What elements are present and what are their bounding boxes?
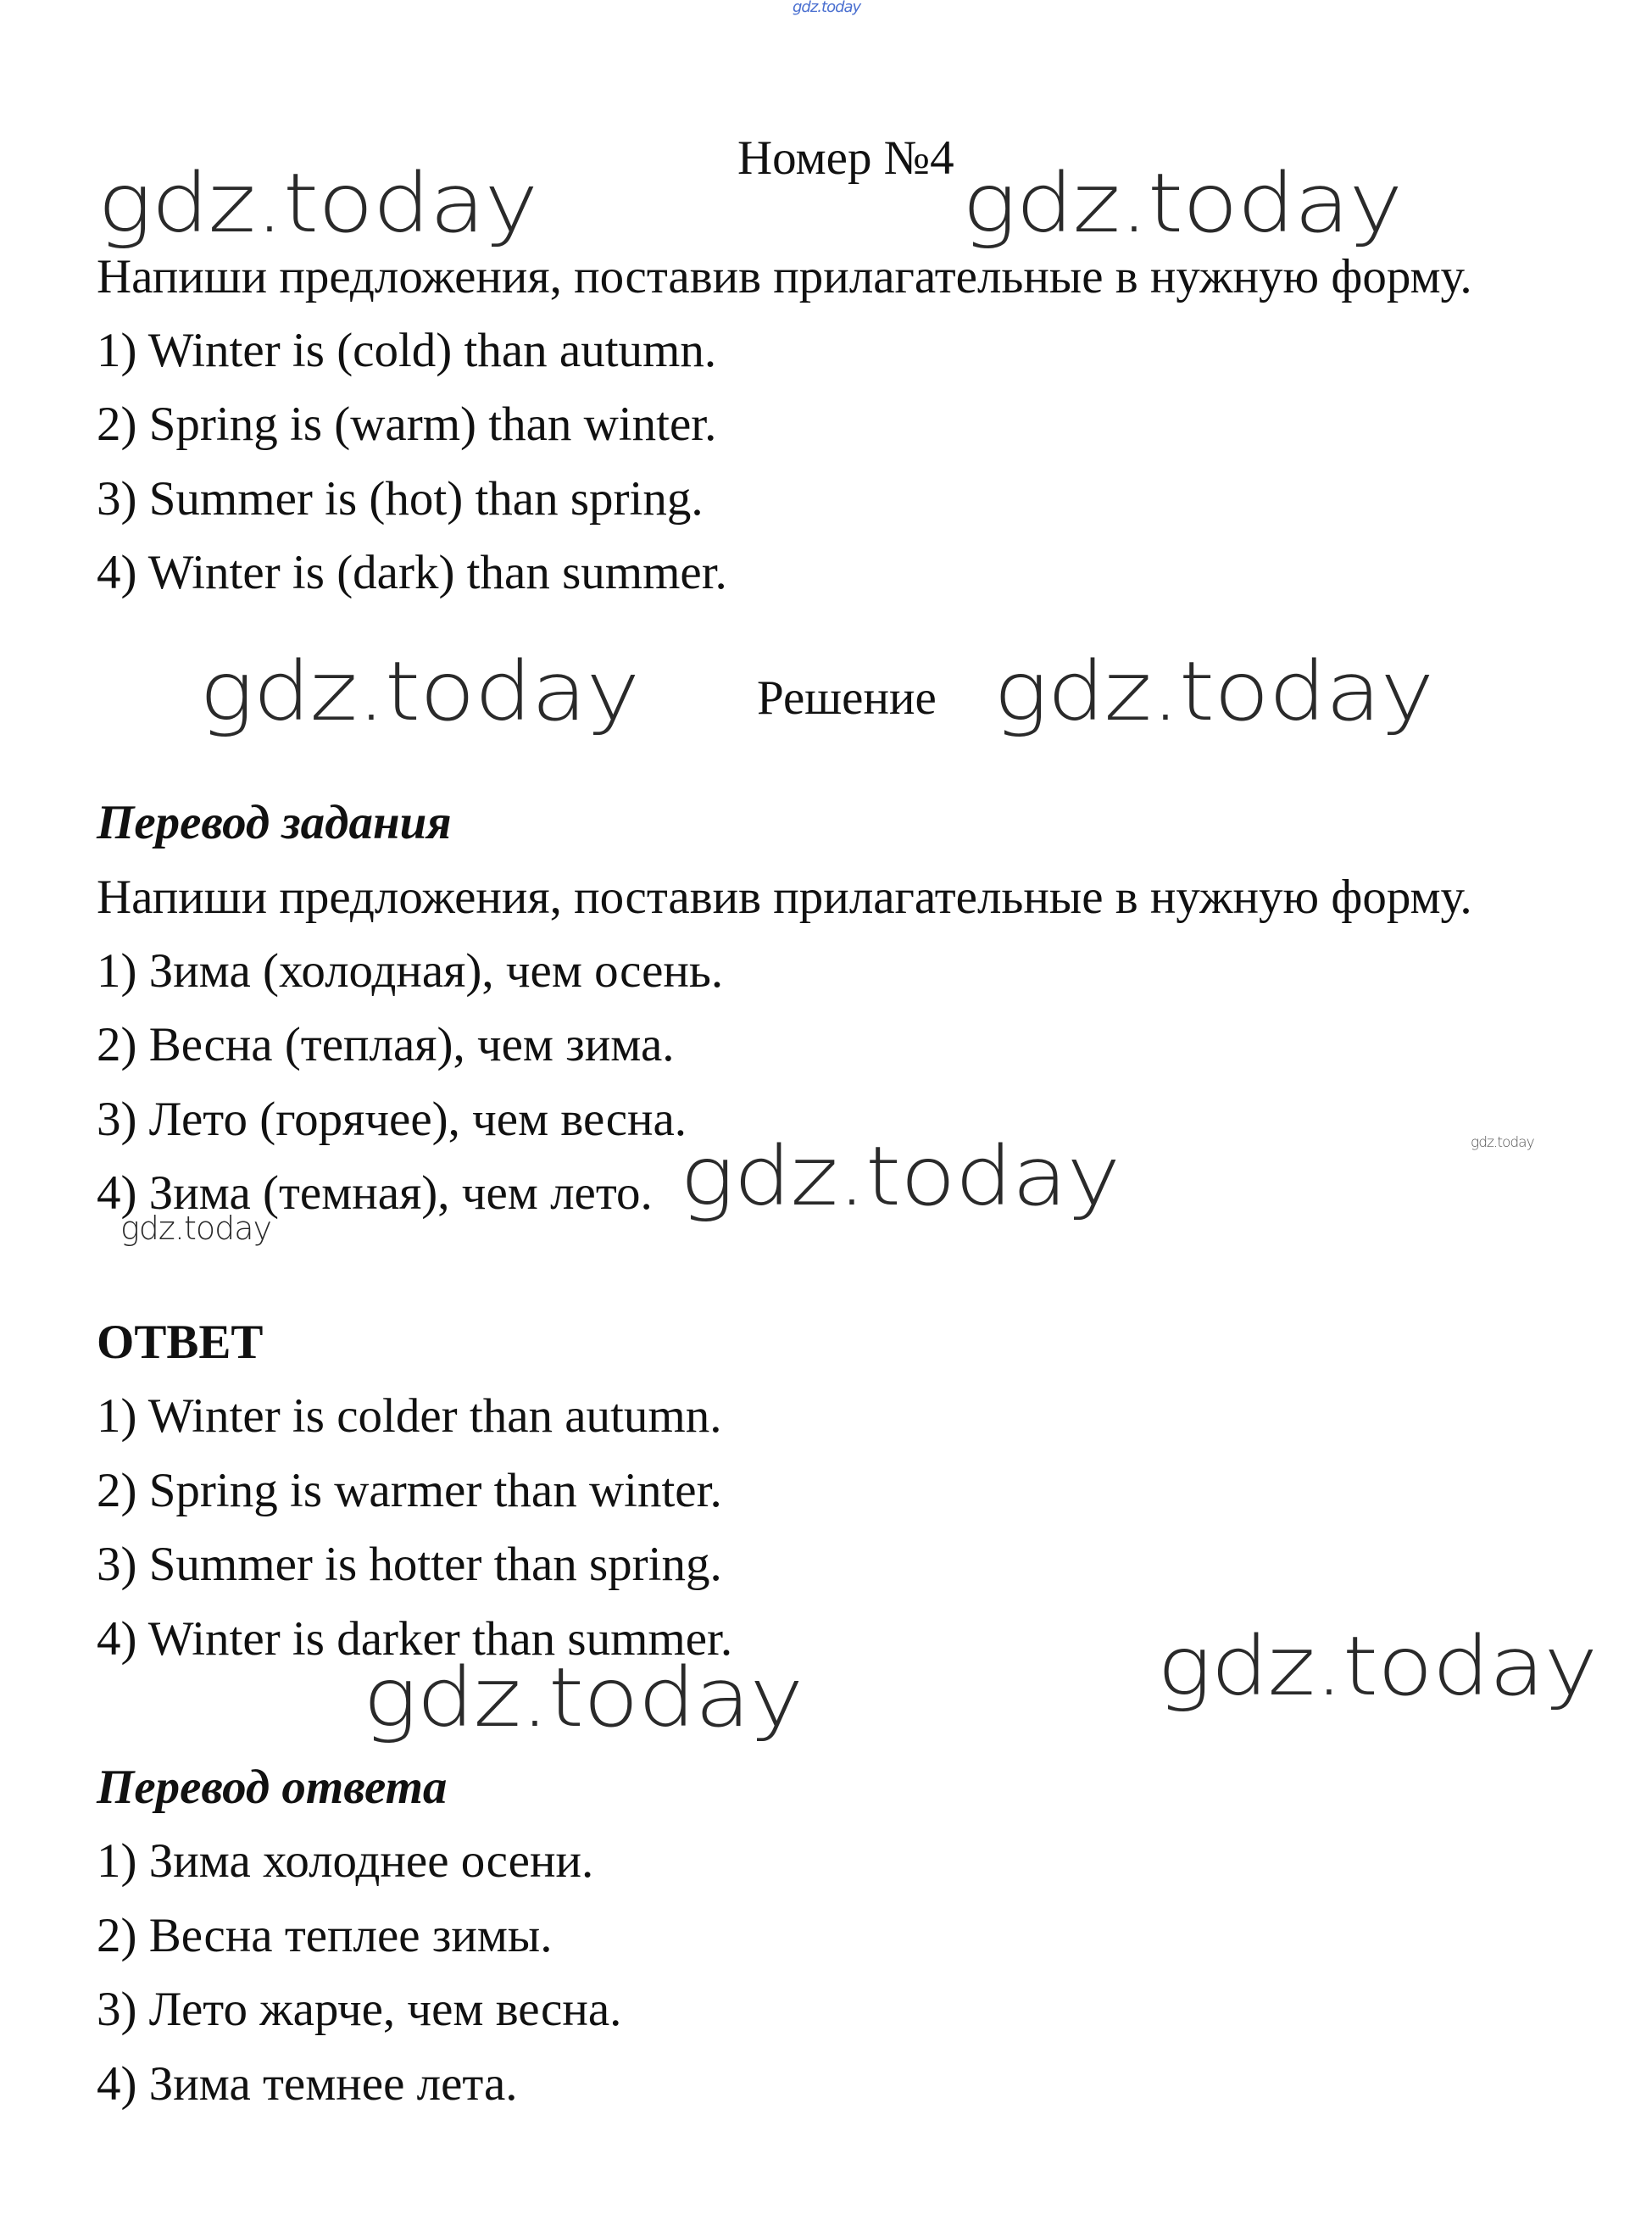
translation-answer-item: 1) Зима холоднее осени. [97, 1834, 594, 1888]
translation-task-item: 3) Лето (горячее), чем весна. [97, 1093, 687, 1146]
watermark: gdz.today [993, 644, 1434, 739]
task-item: 4) Winter is (dark) than summer. [97, 546, 727, 599]
answer-item: 2) Spring is warmer than winter. [97, 1464, 722, 1517]
watermark: gdz.today [363, 1650, 804, 1745]
top-watermark: gdz.today [793, 0, 861, 16]
answer-heading: ОТВЕТ [97, 1316, 264, 1369]
answer-item: 1) Winter is colder than autumn. [97, 1389, 722, 1443]
task-item: 3) Summer is (hot) than spring. [97, 472, 704, 526]
translation-task-item: 4) Зима (темная), чем лето. [97, 1166, 653, 1220]
watermark: gdz.today [1471, 1134, 1534, 1151]
task-item: 1) Winter is (cold) than autumn. [97, 324, 717, 377]
translation-task-item: 1) Зима (холодная), чем осень. [97, 944, 724, 998]
translation-answer-item: 3) Лето жарче, чем весна. [97, 1983, 622, 2036]
watermark: gdz.today [1157, 1619, 1598, 1714]
watermark: gdz.today [120, 1210, 271, 1247]
answer-item: 4) Winter is darker than summer. [97, 1612, 733, 1666]
watermark: gdz.today [97, 156, 538, 251]
translation-answer-item: 2) Весна теплее зимы. [97, 1909, 553, 1962]
watermark: gdz.today [199, 644, 640, 739]
watermark: gdz.today [962, 156, 1403, 251]
translation-answer-heading: Перевод ответа [97, 1761, 448, 1814]
task-instruction: Напиши предложения, поставив прилагательные в нужную форму. [97, 250, 1472, 303]
answer-item: 3) Summer is hotter than spring. [97, 1538, 722, 1591]
translation-task-item: 2) Весна (теплая), чем зима. [97, 1018, 675, 1071]
task-item: 2) Spring is (warm) than winter. [97, 398, 717, 451]
page-title: Номер №4 [737, 131, 954, 185]
solution-label: Решение [757, 671, 937, 725]
translation-task-instruction: Напиши предложения, поставив прилагательные в нужную форму. [97, 871, 1472, 924]
watermark: gdz.today [680, 1129, 1121, 1224]
translation-answer-item: 4) Зима темнее лета. [97, 2057, 518, 2111]
translation-task-heading: Перевод задания [97, 796, 452, 849]
